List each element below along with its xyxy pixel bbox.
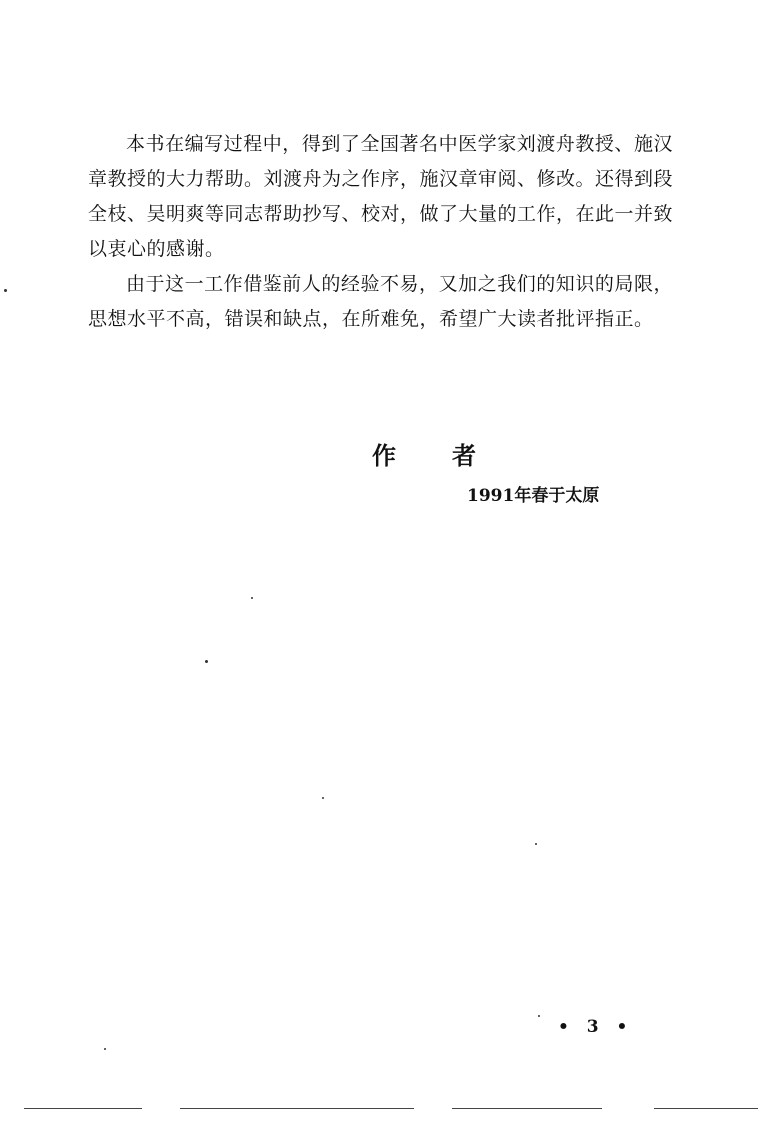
scan-speck	[322, 797, 324, 799]
body-text	[88, 127, 673, 337]
bottom-scan-line	[654, 1108, 758, 1109]
scan-speck	[251, 597, 253, 599]
page-number: • 3 •	[558, 1017, 634, 1037]
scan-speck	[104, 1048, 106, 1050]
paragraph-acknowledgements: 本书在编写过程中，得到了全国著名中医学家刘渡舟教授、施汉章教授的大力帮助。刘渡舟为之作序，施汉章审阅、修改。还得到段全枝、吴明爽等同志帮助抄写、校对，做了大量的工作，在此一并致以衷心的感谢。	[88, 133, 674, 260]
bottom-scan-line	[180, 1108, 414, 1109]
scan-speck	[538, 1015, 540, 1017]
date-line: 1991年春于太原	[467, 486, 600, 506]
author-signature: 作者	[372, 441, 532, 470]
scan-speck	[205, 660, 208, 663]
scan-speck	[535, 843, 537, 845]
scan-speck	[4, 289, 7, 292]
paragraph-disclaimer: 由于这一工作借鉴前人的经验不易，又加之我们的知识的局限，思想水平不高，错误和缺点，在所难免，希望广大读者批评指正。	[88, 273, 673, 330]
bottom-scan-line	[452, 1108, 602, 1109]
bottom-scan-line	[24, 1108, 142, 1109]
